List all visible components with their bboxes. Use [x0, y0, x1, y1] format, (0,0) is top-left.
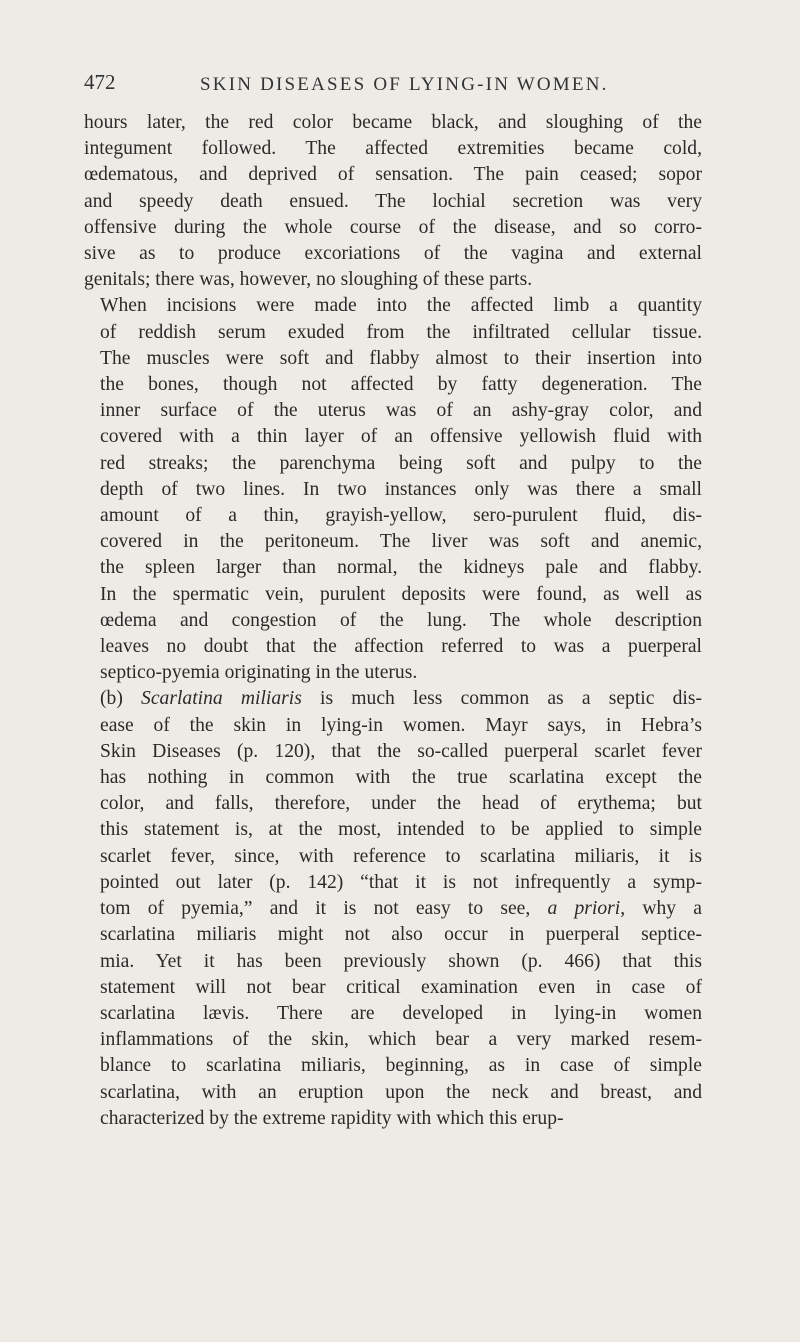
- text-line: sive as to produce excoriations of the vagina and external: [84, 243, 702, 265]
- running-head: SKIN DISEASES OF LYING-IN WOMEN.: [200, 74, 609, 95]
- text-line: scarlatina miliaris might not also occur in puerperal septice-: [100, 924, 702, 946]
- paragraph-2: [84, 293, 702, 686]
- text-line: red streaks; the parenchyma being soft and pulpy to the: [100, 452, 702, 474]
- text-line: the spleen larger than normal, the kidneys pale and flabby.: [100, 557, 702, 579]
- text-line: characterized by the extreme rapidity with which this erup-: [100, 1107, 564, 1129]
- text-line: this statement is, at the most, intended to be applied to simple: [100, 819, 702, 841]
- text-line: septico-pyemia originating in the uterus.: [100, 662, 418, 684]
- text-line: mia. Yet it has been previously shown (p. 466) that this: [100, 950, 702, 972]
- text-line: The muscles were soft and flabby almost to their insertion into: [100, 347, 702, 369]
- body-text: [84, 110, 702, 1132]
- text-line: statement will not bear critical examination even in case of: [100, 976, 702, 998]
- text-line: scarlatina lævis. There are developed in lying-in women: [100, 1002, 702, 1024]
- text-line: (b) Scarlatina miliaris is much less common as a septic dis-: [100, 688, 703, 710]
- text-line: leaves no doubt that the affection referred to was a puerperal: [100, 636, 702, 658]
- text-line: depth of two lines. In two instances only was there a small: [100, 478, 702, 500]
- text-line: color, and falls, therefore, under the head of erythema; but: [100, 793, 702, 815]
- text-line: œdema and congestion of the lung. The whole description: [100, 609, 702, 631]
- page-number: 472: [84, 70, 116, 94]
- text-line: genitals; there was, however, no sloughing of these parts.: [84, 269, 533, 291]
- text-line: Skin Diseases (p. 120), that the so-called puerperal scarlet fever: [100, 740, 702, 762]
- text-line: has nothing in common with the true scarlatina except the: [100, 767, 702, 789]
- text-line: covered in the peritoneum. The liver was soft and anemic,: [100, 531, 702, 553]
- text-line: of reddish serum exuded from the infiltrated cellular tissue.: [100, 321, 702, 343]
- paragraph-3: [84, 686, 702, 1131]
- text-line: inflammations of the skin, which bear a very marked resem-: [100, 1029, 702, 1051]
- text-line: In the spermatic vein, purulent deposits were found, as well as: [100, 583, 702, 605]
- text-line: offensive during the whole course of the disease, and so corro-: [84, 216, 702, 238]
- paragraph-1: [84, 110, 702, 293]
- text-line: covered with a thin layer of an offensive yellowish fluid with: [100, 426, 702, 448]
- text-line: ease of the skin in lying-in women. Mayr says, in Hebra’s: [100, 714, 702, 736]
- text-line: and speedy death ensued. The lochial secretion was very: [84, 190, 702, 212]
- text-line: scarlatina, with an eruption upon the neck and breast, and: [100, 1081, 702, 1103]
- text-line: œdematous, and deprived of sensation. The pain ceased; sopor: [84, 164, 702, 186]
- text-line: tom of pyemia,” and it is not easy to see, a priori, why a: [100, 898, 703, 920]
- text-line: scarlet fever, since, with reference to scarlatina miliaris, it is: [100, 845, 702, 867]
- text-line: blance to scarlatina miliaris, beginning, as in case of simple: [100, 1055, 702, 1077]
- text-line: the bones, though not affected by fatty degeneration. The: [100, 374, 702, 396]
- text-line: amount of a thin, grayish-yellow, sero-purulent fluid, dis-: [100, 505, 702, 527]
- text-line: hours later, the red color became black, and sloughing of the: [84, 112, 702, 133]
- text-line: integument followed. The affected extremities became cold,: [84, 138, 702, 160]
- text-line: When incisions were made into the affected limb a quantity: [100, 295, 702, 317]
- text-line: inner surface of the uterus was of an ashy-gray color, and: [100, 400, 702, 422]
- text-line: pointed out later (p. 142) “that it is not infrequently a symp-: [100, 871, 702, 893]
